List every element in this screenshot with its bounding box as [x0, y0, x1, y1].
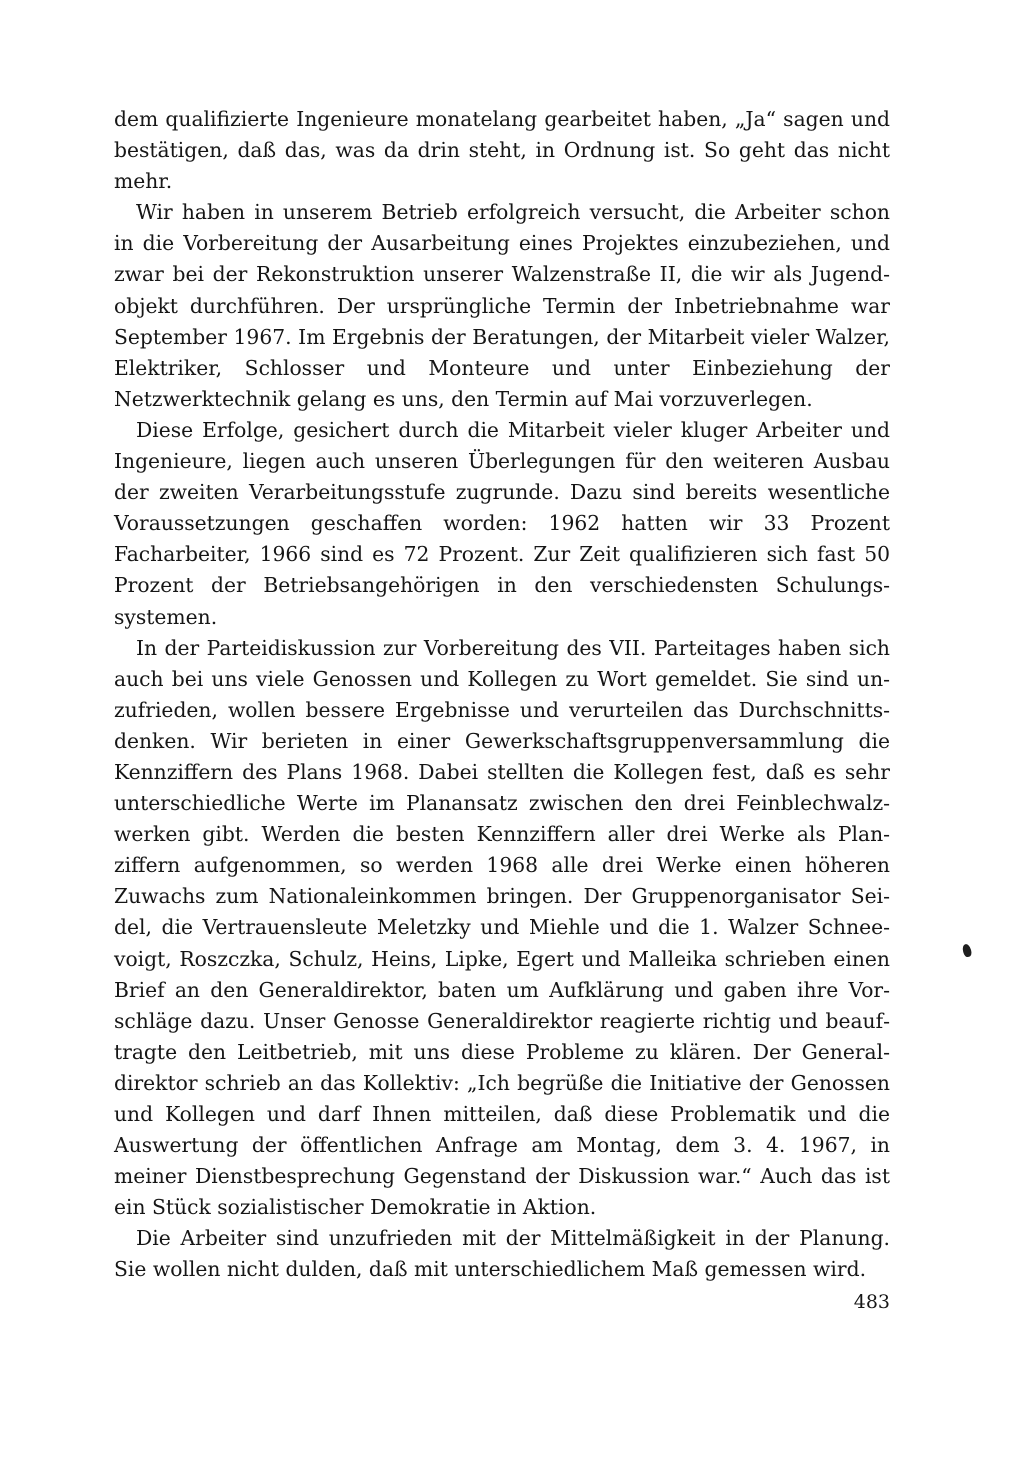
paragraph-2: Wir haben in unserem Betrieb erfolgreich versucht, die Arbeiter schon in die Vorbereitung der Ausarbeitung eines Projektes einzubeziehen, und zwar bei der Rekonstruktion unserer Walzenstraße II, die wir als Jugendobjekt durchführen. Der ursprüngliche Termin der Inbetriebnahme war September 1967. Im Ergebnis der Beratungen, der Mitarbeit vieler Walzer, Elektriker, Schlosser und Monteure und unter Einbeziehung der Netzwerktechnik gelang es uns, den Termin auf Mai vorzuverlegen. — [114, 200, 890, 411]
body-text — [114, 104, 890, 1286]
paragraph-4: In der Parteidiskussion zur Vorbereitung des VII. Parteitages haben sich auch bei uns viele Genossen und Kollegen zu Wort gemeldet. Sie sind unzufrieden, wollen bessere Ergebnisse und verurteilen das Durchschnittsdenken. Wir berieten in einer Gewerkschaftsgruppenversammlung die Kennziffern des Plans 1968. Dabei stellten die Kollegen fest, daß es sehr unterschiedliche Werte im Planansatz zwischen den drei Feinblechwalzwerken gibt. Werden die besten Kennziffern aller drei Werke als Planziffern aufgenommen, so werden 1968 alle drei Werke einen höheren Zuwachs zum Nationaleinkommen bringen. Der Gruppenorganisator Seidel, die Vertrauensleute Meletzky und Miehle und die 1. Walzer Schneevoigt, Roszczka, Schulz, Heins, Lipke, Egert und Malleika schrieben einen Brief an den Generaldirektor, baten um Aufklärung und gaben ihre Vorschläge dazu. Unser Genosse Generaldirektor reagierte richtig und beauftragte den Leitbetrieb, mit uns diese Probleme zu klären. Der Generaldirektor schrieb an das Kollektiv: „Ich begrüße die Initiative der Genossen und Kollegen und darf Ihnen mitteilen, daß diese Problematik und die Auswertung der öffentlichen Anfrage am Montag, dem 3. 4. 1967, in meiner Dienstbesprechung Gegenstand der Diskussion war.“ Auch das ist ein Stück sozialistischer Demokratie in Aktion. — [114, 635, 890, 1220]
paragraph-1: dem qualifizierte Ingenieure monatelang gearbeitet haben, „Ja“ sagen und bestätigen, daß das, was da drin steht, in Ordnung ist. So geht das nicht mehr. — [114, 107, 890, 194]
paragraph-3: Diese Erfolge, gesichert durch die Mitarbeit vieler kluger Arbeiter und Ingenieure, liegen auch unseren Überlegungen für den weiteren Ausbau der zweiten Verarbeitungsstufe zugrunde. Dazu sind bereits wesentliche Voraussetzungen geschaffen worden: 1962 hatten wir 33 Prozent Facharbeiter, 1966 sind es 72 Prozent. Zur Zeit qualifizieren sich fast 50 Prozent der Betriebsangehörigen in den verschiedensten Schulungssystemen. — [114, 417, 890, 629]
ink-mark-icon — [961, 943, 972, 958]
page-number: 483 — [853, 1291, 890, 1313]
paragraph-5: Die Arbeiter sind unzufrieden mit der Mittelmäßigkeit in der Planung. Sie wollen nicht dulden, daß mit unterschiedlichem Maß gemessen wird. — [114, 1226, 890, 1282]
